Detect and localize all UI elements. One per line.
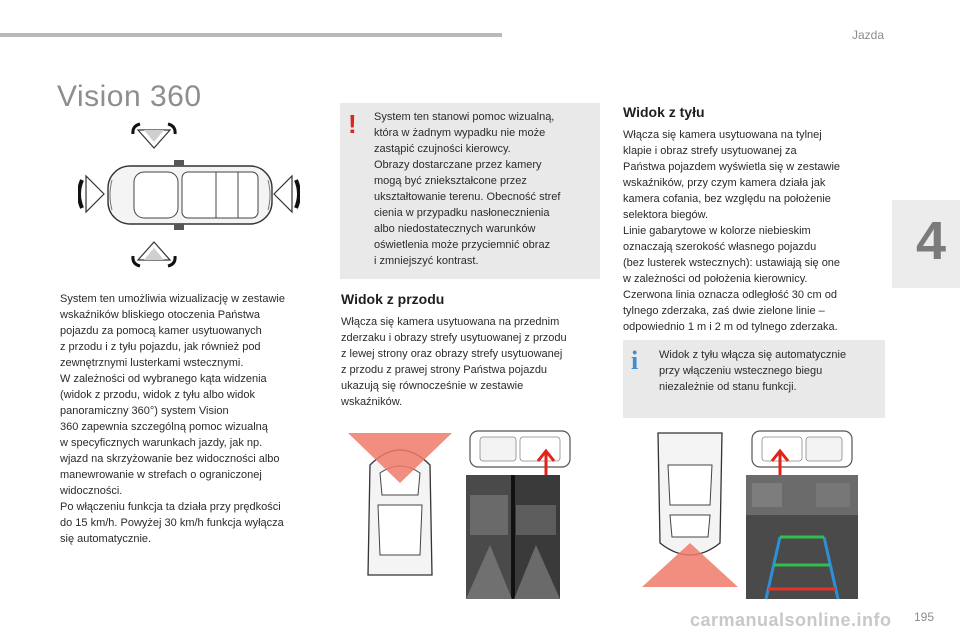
rear-camera-zone-red-icon [642, 543, 738, 587]
right-camera-zone-icon [274, 176, 299, 212]
rear-camera-image-with-guidelines [746, 475, 858, 599]
info-icon: i [631, 346, 639, 375]
chapter-number: 4 [916, 211, 947, 271]
page-title: Vision 360 [57, 80, 202, 114]
info-text: Widok z tyłu włącza się automatycznie przy włączeniu wstecznego biegu niezależnie od stanu funkcji. [659, 349, 847, 393]
rear-car-top-icon [658, 433, 722, 555]
left-camera-zone-icon [79, 176, 104, 212]
chapter-tab [892, 200, 960, 288]
rear-view-heading: Widok z tyłu [623, 104, 705, 120]
warning-exclamation-icon: ! [348, 109, 357, 139]
front-camera-split-image [466, 475, 560, 599]
rear-view-text: Włącza się kamera usytuowana na tylnej klapie i obraz strefy usytuowanej za Państwa pojazdem wyświetla się w zestawie wskaźników, przy czym kamera działa jak kamera cofania, bez względu na położenie selektora biegów. Linie gabarytowe w kolorze niebieskim oznaczają szerokość własnego pojazdu (bez lusterek wstecznych): ustawiają się one w zależności od położenia kierownicy. Czerwona linia oznacza odległość 30 cm od tylnego zderzaka, zaś dwie zielone linie – odpowiednio 1 m i 2 m od tylnego zderzaka. [623, 129, 841, 333]
car-body-icon [108, 160, 272, 230]
front-view-text: Włącza się kamera usytuowana na przednim zderzaku i obrazy strefy usytuowanej z przodu z lewej strony oraz obrazy strefy usytuowanej z przodu z prawej strony Państwa pojazdu ukazują się równocześnie w zestawie wskaźników. [341, 316, 567, 408]
front-view-illustration [340, 425, 610, 600]
car-top-view-illustration [78, 120, 300, 268]
section-label: Jazda [851, 28, 884, 42]
info-box [623, 340, 885, 418]
front-view-heading: Widok z przodu [341, 291, 445, 307]
front-camera-zone-icon [133, 124, 175, 148]
intro-paragraph: System ten umożliwia wizualizację w zestawie wskaźników bliskiego otoczenia Państwa pojazdu za pomocą kamer usytuowanych z przodu i z tyłu pojazdu, jak również pod zewnętrznymi lusterkami wstecznymi. W zależności od wybranego kąta widzenia (widok z przodu, widok z tyłu albo widok panoramiczny 360°) system Vision 360 zapewnia szczególną pomoc wizualną w specyficznych warunkach jazdy, jak np. wjazd na skrzyżowanie bez widoczności albo manewrowanie w strefach o ograniczonej widoczności. Po włączeniu funkcja ta działa przy prędkości do 15 km/h. Powyżej 30 km/h funkcja wyłącza się automatycznie. [60, 293, 285, 545]
rear-camera-zone-icon [133, 242, 175, 266]
header-rule [0, 33, 502, 37]
warning-text: System ten stanowi pomoc wizualną, która w żadnym wypadku nie może zastąpić czujności kierowcy. Obrazy dostarczane przez kamery mogą być zniekształcone przez ukształtowanie terenu. Obecność stref cienia w przypadku nasłonecznienia albo niedostatecznych warunków oświetlenia może przyciemnić obraz i zmniejszyć kontrast. [374, 111, 561, 267]
front-camera-zone-red-icon [348, 433, 452, 483]
watermark: carmanualsonline.info [690, 610, 892, 630]
page-number: 195 [913, 610, 934, 624]
warning-box [340, 103, 600, 279]
rear-view-illustration [640, 425, 890, 600]
